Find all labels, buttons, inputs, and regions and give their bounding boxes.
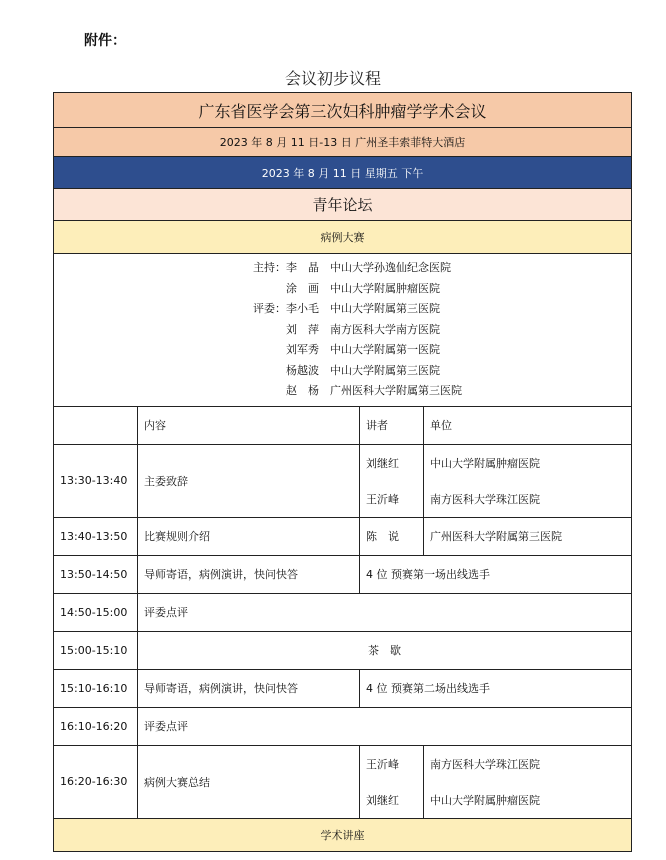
- content-cell: 导师寄语，病例演讲，快问快答: [138, 555, 360, 593]
- host-affiliation: 中山大学附属肿瘤医院: [330, 281, 440, 295]
- note-cell: 4 位 预赛第二场出线选手: [360, 669, 632, 707]
- content-cell: 评委点评: [138, 707, 632, 745]
- judge-line: [248, 361, 631, 382]
- table-row: [54, 555, 632, 593]
- judge-affiliation: 南方医科大学南方医院: [330, 322, 440, 336]
- note-cell: 4 位 预赛第一场出线选手: [360, 555, 632, 593]
- time-cell: 15:00-15:10: [54, 631, 138, 669]
- speaker-cell: 陈 说: [360, 517, 424, 555]
- hosts-and-judges: [54, 254, 632, 407]
- conference-title: 广东省医学会第三次妇科肿瘤学学术会议: [54, 93, 632, 128]
- time-cell: 15:10-16:10: [54, 669, 138, 707]
- host-line: [248, 279, 631, 300]
- unit-cell: 南方医科大学珠江医院: [424, 481, 632, 518]
- content-column-header: 内容: [138, 406, 360, 444]
- speaker-column-header: 讲者: [360, 406, 424, 444]
- attachment-label: 附件：: [84, 33, 126, 49]
- speaker-cell: 刘继红: [360, 444, 424, 481]
- forum-title: 青年论坛: [54, 189, 632, 221]
- unit-cell: 中山大学附属肿瘤医院: [424, 444, 632, 481]
- host-affiliation: 中山大学孙逸仙纪念医院: [330, 261, 451, 274]
- judge-name: 刘军秀: [286, 343, 319, 356]
- time-cell: 16:10-16:20: [54, 707, 138, 745]
- content-cell: 评委点评: [138, 593, 632, 631]
- time-cell: 13:40-13:50: [54, 517, 138, 555]
- judge-name: 杨越波: [286, 363, 319, 377]
- time-cell: 16:20-16:30: [54, 745, 138, 818]
- table-header-row: [54, 406, 632, 444]
- unit-cell: 南方医科大学珠江医院: [424, 745, 632, 782]
- academic-lecture-header: 学术讲座: [54, 818, 632, 851]
- time-cell: 13:50-14:50: [54, 555, 138, 593]
- time-cell: 13:30-13:40: [54, 444, 138, 517]
- judge-line: [248, 381, 631, 402]
- tea-break-cell: 茶 歇: [138, 631, 632, 669]
- judge-name: 刘 萍: [286, 322, 319, 336]
- content-cell: 主委致辞: [138, 444, 360, 517]
- table-row: [54, 631, 632, 669]
- table-row: [54, 707, 632, 745]
- content-cell: 病例大赛总结: [138, 745, 360, 818]
- judge-affiliation: 中山大学附属第三医院: [330, 302, 440, 315]
- unit-column-header: 单位: [424, 406, 632, 444]
- table-row: [54, 669, 632, 707]
- time-column-header: [54, 406, 138, 444]
- host-role: 主持：: [253, 261, 286, 274]
- speaker-cell: 刘继红: [360, 782, 424, 819]
- agenda-table: [53, 92, 632, 852]
- unit-cell: 广州医科大学附属第三医院: [424, 517, 632, 555]
- judge-role: 评委：: [253, 302, 286, 315]
- unit-cell: 中山大学附属肿瘤医院: [424, 782, 632, 819]
- judge-name: 赵 杨: [286, 384, 319, 397]
- conference-subtitle: 2023 年 8 月 11 日-13 日 广州圣丰索菲特大酒店: [54, 128, 632, 157]
- host-name: 李 晶: [286, 261, 319, 274]
- case-contest-header: 病例大赛: [54, 221, 632, 254]
- judge-name: 李小毛: [286, 302, 319, 315]
- judge-line: [248, 320, 631, 341]
- judge-affiliation: 中山大学附属第三医院: [330, 363, 440, 377]
- judge-affiliation: 广州医科大学附属第三医院: [330, 384, 462, 397]
- speaker-cell: 王沂峰: [360, 481, 424, 518]
- host-name: 涂 画: [286, 281, 319, 295]
- content-cell: 比赛规则介绍: [138, 517, 360, 555]
- agenda-title: 会议初步议程: [284, 69, 381, 88]
- session-date: 2023 年 8 月 11 日 星期五 下午: [54, 157, 632, 189]
- judge-affiliation: 中山大学附属第一医院: [330, 343, 440, 356]
- table-row: [54, 593, 632, 631]
- content-cell: 导师寄语，病例演讲，快问快答: [138, 669, 360, 707]
- time-cell: 14:50-15:00: [54, 593, 138, 631]
- table-row: [54, 745, 632, 782]
- table-row: [54, 517, 632, 555]
- speaker-cell: 王沂峰: [360, 745, 424, 782]
- table-row: [54, 444, 632, 481]
- host-line: [248, 258, 631, 279]
- judge-line: [248, 340, 631, 361]
- judge-line: [248, 299, 631, 320]
